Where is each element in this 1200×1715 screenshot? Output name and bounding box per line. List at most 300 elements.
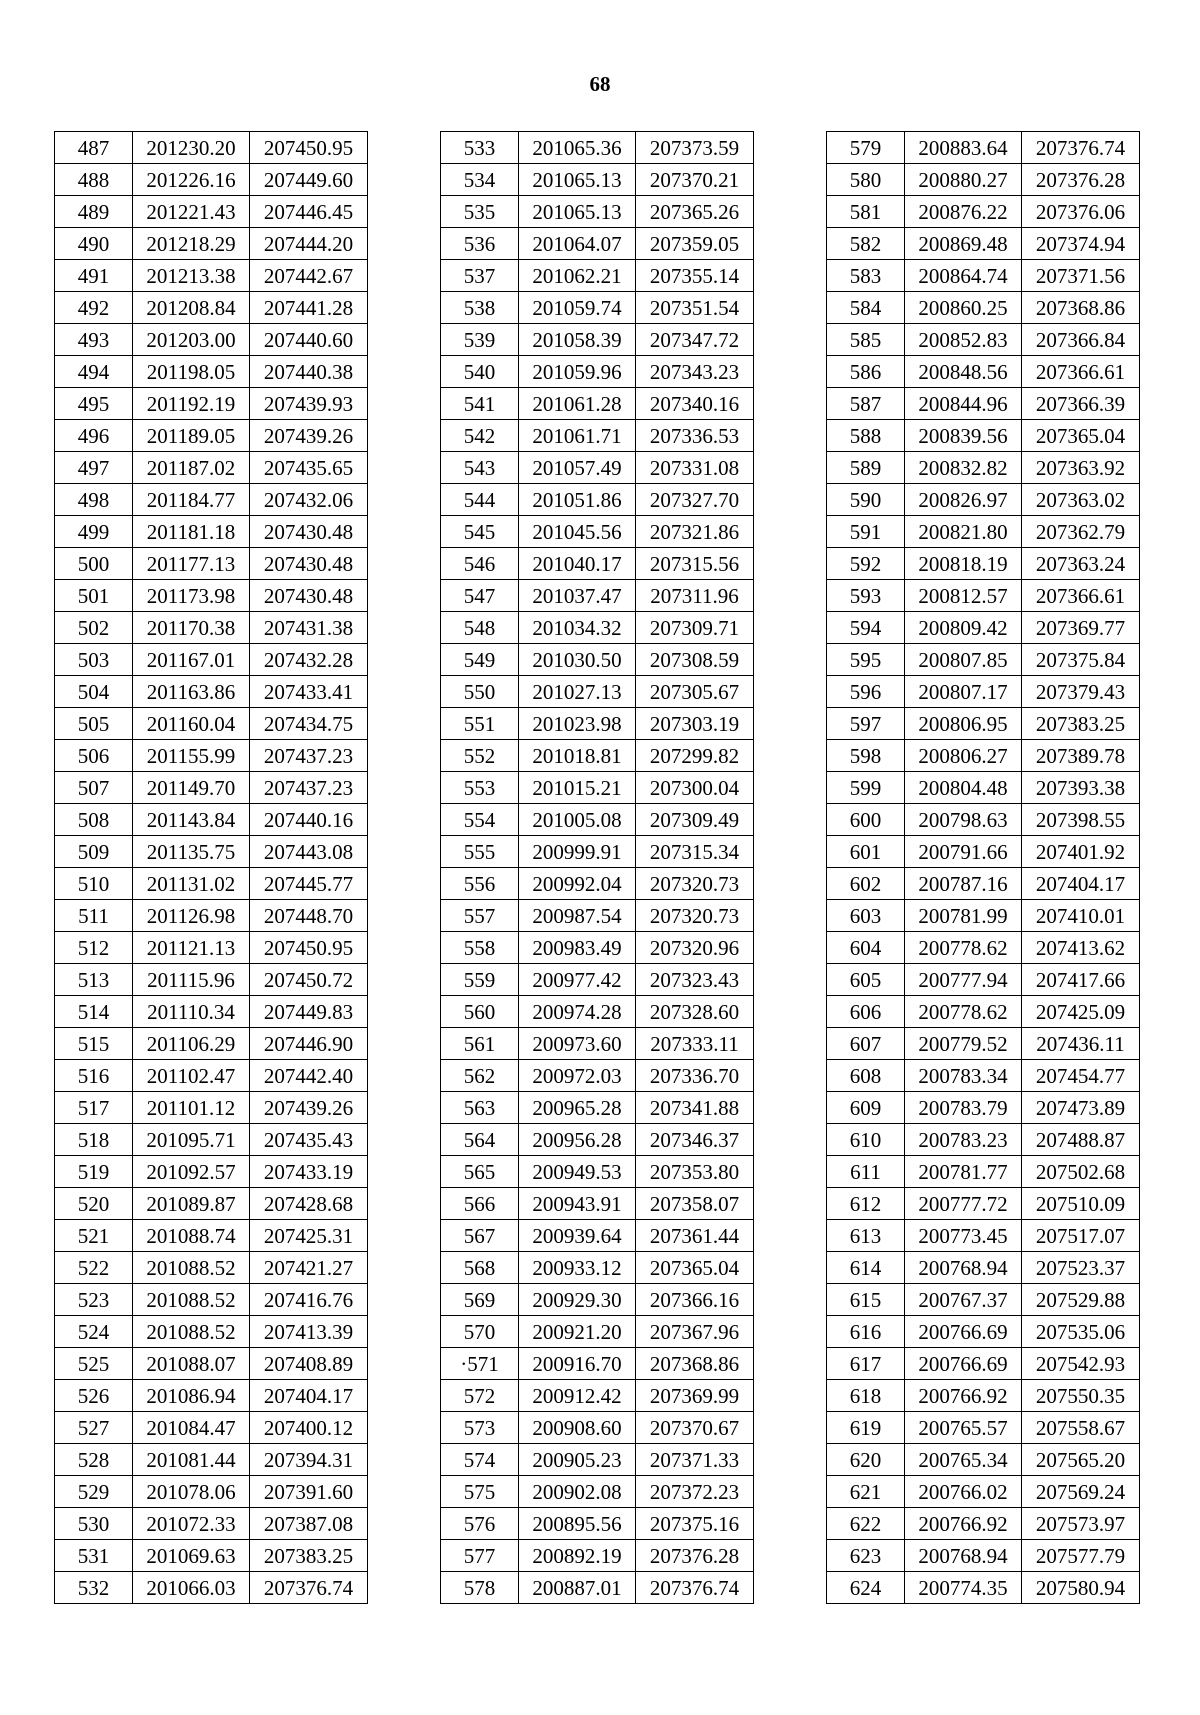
- table-row: [441, 804, 754, 836]
- table-row: [55, 644, 368, 676]
- y-coordinate: 207379.43: [1022, 676, 1140, 708]
- point-number: 494: [55, 356, 133, 388]
- y-coordinate: 207376.28: [1022, 164, 1140, 196]
- y-coordinate: 207510.09: [1022, 1188, 1140, 1220]
- table-row: [441, 1284, 754, 1316]
- point-number: 533: [441, 132, 519, 164]
- point-number: 555: [441, 836, 519, 868]
- point-number: 532: [55, 1572, 133, 1604]
- x-coordinate: 201064.07: [519, 228, 636, 260]
- y-coordinate: 207558.67: [1022, 1412, 1140, 1444]
- point-number: 524: [55, 1316, 133, 1348]
- x-coordinate: 200798.63: [905, 804, 1022, 836]
- y-coordinate: 207328.60: [636, 996, 754, 1028]
- y-coordinate: 207372.23: [636, 1476, 754, 1508]
- y-coordinate: 207473.89: [1022, 1092, 1140, 1124]
- table-row: [827, 772, 1140, 804]
- y-coordinate: 207488.87: [1022, 1124, 1140, 1156]
- point-number: 612: [827, 1188, 905, 1220]
- table-row: [55, 1476, 368, 1508]
- table-row: [827, 516, 1140, 548]
- y-coordinate: 207367.96: [636, 1316, 754, 1348]
- table-row: [441, 132, 754, 164]
- y-coordinate: 207439.26: [250, 420, 368, 452]
- table-row: [441, 196, 754, 228]
- y-coordinate: 207408.89: [250, 1348, 368, 1380]
- y-coordinate: 207363.02: [1022, 484, 1140, 516]
- y-coordinate: 207315.56: [636, 548, 754, 580]
- point-number: 501: [55, 580, 133, 612]
- point-number: 539: [441, 324, 519, 356]
- y-coordinate: 207336.70: [636, 1060, 754, 1092]
- x-coordinate: 200768.94: [905, 1540, 1022, 1572]
- point-number: 542: [441, 420, 519, 452]
- table-row: [441, 1476, 754, 1508]
- y-coordinate: 207300.04: [636, 772, 754, 804]
- point-number: 512: [55, 932, 133, 964]
- table-row: [55, 388, 368, 420]
- x-coordinate: 201059.96: [519, 356, 636, 388]
- x-coordinate: 201115.96: [133, 964, 250, 996]
- point-number: 548: [441, 612, 519, 644]
- coordinate-table-1: [54, 131, 368, 1604]
- table-row: [55, 1508, 368, 1540]
- x-coordinate: 201218.29: [133, 228, 250, 260]
- y-coordinate: 207431.38: [250, 612, 368, 644]
- x-coordinate: 200876.22: [905, 196, 1022, 228]
- point-number: 520: [55, 1188, 133, 1220]
- x-coordinate: 201173.98: [133, 580, 250, 612]
- point-number: 511: [55, 900, 133, 932]
- point-number: 593: [827, 580, 905, 612]
- x-coordinate: 201089.87: [133, 1188, 250, 1220]
- y-coordinate: 207376.74: [250, 1572, 368, 1604]
- x-coordinate: 200965.28: [519, 1092, 636, 1124]
- y-coordinate: 207443.08: [250, 836, 368, 868]
- x-coordinate: 201037.47: [519, 580, 636, 612]
- y-coordinate: 207550.35: [1022, 1380, 1140, 1412]
- y-coordinate: 207362.79: [1022, 516, 1140, 548]
- point-number: 492: [55, 292, 133, 324]
- table-row: [55, 1412, 368, 1444]
- x-coordinate: 200766.02: [905, 1476, 1022, 1508]
- point-number: 579: [827, 132, 905, 164]
- point-number: 573: [441, 1412, 519, 1444]
- y-coordinate: 207454.77: [1022, 1060, 1140, 1092]
- y-coordinate: 207573.97: [1022, 1508, 1140, 1540]
- point-number: 527: [55, 1412, 133, 1444]
- table-row: [55, 996, 368, 1028]
- point-number: 498: [55, 484, 133, 516]
- x-coordinate: 200983.49: [519, 932, 636, 964]
- table-row: [55, 452, 368, 484]
- y-coordinate: 207351.54: [636, 292, 754, 324]
- point-number: 614: [827, 1252, 905, 1284]
- x-coordinate: 200777.94: [905, 964, 1022, 996]
- point-number: 490: [55, 228, 133, 260]
- y-coordinate: 207363.92: [1022, 452, 1140, 484]
- point-number: 489: [55, 196, 133, 228]
- x-coordinate: 201106.29: [133, 1028, 250, 1060]
- point-number: 575: [441, 1476, 519, 1508]
- x-coordinate: 201023.98: [519, 708, 636, 740]
- table-row: [827, 964, 1140, 996]
- table-row: [827, 164, 1140, 196]
- point-number: 504: [55, 676, 133, 708]
- point-number: 493: [55, 324, 133, 356]
- table-row: [827, 1444, 1140, 1476]
- table-row: [441, 1252, 754, 1284]
- y-coordinate: 207444.20: [250, 228, 368, 260]
- table-row: [55, 1540, 368, 1572]
- y-coordinate: 207435.43: [250, 1124, 368, 1156]
- table-row: [441, 1508, 754, 1540]
- point-number: 536: [441, 228, 519, 260]
- table-row: [441, 164, 754, 196]
- x-coordinate: 201058.39: [519, 324, 636, 356]
- table-row: [55, 1220, 368, 1252]
- table-row: [827, 1284, 1140, 1316]
- x-coordinate: 201163.86: [133, 676, 250, 708]
- x-coordinate: 200956.28: [519, 1124, 636, 1156]
- x-coordinate: 201086.94: [133, 1380, 250, 1412]
- table-row: [827, 1220, 1140, 1252]
- point-number: 592: [827, 548, 905, 580]
- y-coordinate: 207333.11: [636, 1028, 754, 1060]
- point-number: 514: [55, 996, 133, 1028]
- table-row: [55, 1284, 368, 1316]
- point-number: 510: [55, 868, 133, 900]
- point-number: 622: [827, 1508, 905, 1540]
- table-row: [441, 900, 754, 932]
- table-row: [827, 1476, 1140, 1508]
- x-coordinate: 200806.95: [905, 708, 1022, 740]
- table-row: [55, 324, 368, 356]
- table-row: [55, 1092, 368, 1124]
- table-row: [441, 1444, 754, 1476]
- y-coordinate: 207376.28: [636, 1540, 754, 1572]
- point-number: 544: [441, 484, 519, 516]
- table-row: [827, 1028, 1140, 1060]
- x-coordinate: 201121.13: [133, 932, 250, 964]
- point-number: 595: [827, 644, 905, 676]
- x-coordinate: 201066.03: [133, 1572, 250, 1604]
- point-number: 596: [827, 676, 905, 708]
- y-coordinate: 207517.07: [1022, 1220, 1140, 1252]
- table-row: [441, 996, 754, 1028]
- x-coordinate: 201187.02: [133, 452, 250, 484]
- point-number: 546: [441, 548, 519, 580]
- x-coordinate: 201203.00: [133, 324, 250, 356]
- y-coordinate: 207365.26: [636, 196, 754, 228]
- table-row: [441, 388, 754, 420]
- point-number: 594: [827, 612, 905, 644]
- x-coordinate: 200781.77: [905, 1156, 1022, 1188]
- x-coordinate: 201189.05: [133, 420, 250, 452]
- y-coordinate: 207450.95: [250, 932, 368, 964]
- table-row: [827, 228, 1140, 260]
- table-row: [55, 1156, 368, 1188]
- point-number: 586: [827, 356, 905, 388]
- table-row: [827, 740, 1140, 772]
- y-coordinate: 207442.40: [250, 1060, 368, 1092]
- x-coordinate: 201095.71: [133, 1124, 250, 1156]
- x-coordinate: 201135.75: [133, 836, 250, 868]
- table-row: [827, 196, 1140, 228]
- x-coordinate: 200787.16: [905, 868, 1022, 900]
- x-coordinate: 201065.13: [519, 164, 636, 196]
- y-coordinate: 207299.82: [636, 740, 754, 772]
- table-row: [441, 1092, 754, 1124]
- point-number: 615: [827, 1284, 905, 1316]
- table-row: [827, 1380, 1140, 1412]
- x-coordinate: 201126.98: [133, 900, 250, 932]
- x-coordinate: 200933.12: [519, 1252, 636, 1284]
- x-coordinate: 200804.48: [905, 772, 1022, 804]
- table-row: [55, 516, 368, 548]
- table-row: [827, 1124, 1140, 1156]
- table-row: [55, 1572, 368, 1604]
- y-coordinate: 207320.96: [636, 932, 754, 964]
- x-coordinate: 201131.02: [133, 868, 250, 900]
- table-row: [55, 1444, 368, 1476]
- x-coordinate: 200895.56: [519, 1508, 636, 1540]
- table-row: [827, 1540, 1140, 1572]
- x-coordinate: 200912.42: [519, 1380, 636, 1412]
- x-coordinate: 201069.63: [133, 1540, 250, 1572]
- x-coordinate: 201110.34: [133, 996, 250, 1028]
- y-coordinate: 207315.34: [636, 836, 754, 868]
- point-number: 580: [827, 164, 905, 196]
- y-coordinate: 207383.25: [250, 1540, 368, 1572]
- x-coordinate: 201061.28: [519, 388, 636, 420]
- x-coordinate: 201027.13: [519, 676, 636, 708]
- point-number: 558: [441, 932, 519, 964]
- y-coordinate: 207440.16: [250, 804, 368, 836]
- x-coordinate: 200921.20: [519, 1316, 636, 1348]
- point-number: 603: [827, 900, 905, 932]
- y-coordinate: 207449.60: [250, 164, 368, 196]
- x-coordinate: 200774.35: [905, 1572, 1022, 1604]
- table-row: [55, 676, 368, 708]
- y-coordinate: 207434.75: [250, 708, 368, 740]
- y-coordinate: 207361.44: [636, 1220, 754, 1252]
- x-coordinate: 201230.20: [133, 132, 250, 164]
- x-coordinate: 200949.53: [519, 1156, 636, 1188]
- x-coordinate: 200783.34: [905, 1060, 1022, 1092]
- table-row: [55, 260, 368, 292]
- point-number: 572: [441, 1380, 519, 1412]
- x-coordinate: 200892.19: [519, 1540, 636, 1572]
- y-coordinate: 207446.90: [250, 1028, 368, 1060]
- x-coordinate: 200974.28: [519, 996, 636, 1028]
- x-coordinate: 200848.56: [905, 356, 1022, 388]
- y-coordinate: 207430.48: [250, 516, 368, 548]
- point-number: 518: [55, 1124, 133, 1156]
- table-row: [441, 964, 754, 996]
- table-row: [55, 772, 368, 804]
- table-row: [441, 868, 754, 900]
- y-coordinate: 207363.24: [1022, 548, 1140, 580]
- y-coordinate: 207320.73: [636, 868, 754, 900]
- table-row: [441, 1028, 754, 1060]
- point-number: 509: [55, 836, 133, 868]
- point-number: 531: [55, 1540, 133, 1572]
- point-number: 607: [827, 1028, 905, 1060]
- table-row: [441, 1316, 754, 1348]
- table-row: [441, 228, 754, 260]
- table-row: [55, 708, 368, 740]
- x-coordinate: 200973.60: [519, 1028, 636, 1060]
- y-coordinate: 207366.61: [1022, 580, 1140, 612]
- y-coordinate: 207404.17: [250, 1380, 368, 1412]
- point-number: 537: [441, 260, 519, 292]
- x-coordinate: 200766.69: [905, 1348, 1022, 1380]
- x-coordinate: 201059.74: [519, 292, 636, 324]
- point-number: 613: [827, 1220, 905, 1252]
- y-coordinate: 207442.67: [250, 260, 368, 292]
- y-coordinate: 207565.20: [1022, 1444, 1140, 1476]
- point-number: 598: [827, 740, 905, 772]
- y-coordinate: 207569.24: [1022, 1476, 1140, 1508]
- x-coordinate: 201192.19: [133, 388, 250, 420]
- point-number: 616: [827, 1316, 905, 1348]
- point-number: 488: [55, 164, 133, 196]
- table-row: [441, 1124, 754, 1156]
- point-number: 497: [55, 452, 133, 484]
- point-number: 505: [55, 708, 133, 740]
- point-number: 503: [55, 644, 133, 676]
- point-number: 588: [827, 420, 905, 452]
- point-number: 516: [55, 1060, 133, 1092]
- x-coordinate: 200832.82: [905, 452, 1022, 484]
- y-coordinate: 207413.62: [1022, 932, 1140, 964]
- table-row: [827, 324, 1140, 356]
- table-row: [55, 420, 368, 452]
- point-number: 618: [827, 1380, 905, 1412]
- table-row: [827, 1092, 1140, 1124]
- y-coordinate: 207369.99: [636, 1380, 754, 1412]
- y-coordinate: 207410.01: [1022, 900, 1140, 932]
- y-coordinate: 207331.08: [636, 452, 754, 484]
- point-number: 487: [55, 132, 133, 164]
- x-coordinate: 200781.99: [905, 900, 1022, 932]
- table-row: [827, 900, 1140, 932]
- point-number: 562: [441, 1060, 519, 1092]
- x-coordinate: 200992.04: [519, 868, 636, 900]
- table-row: [827, 452, 1140, 484]
- table-row: [441, 932, 754, 964]
- point-number: 517: [55, 1092, 133, 1124]
- y-coordinate: 207311.96: [636, 580, 754, 612]
- y-coordinate: 207428.68: [250, 1188, 368, 1220]
- point-number: 606: [827, 996, 905, 1028]
- table-row: [55, 740, 368, 772]
- x-coordinate: 200765.57: [905, 1412, 1022, 1444]
- point-number: 543: [441, 452, 519, 484]
- point-number: 581: [827, 196, 905, 228]
- table-row: [827, 1316, 1140, 1348]
- table-row: [55, 484, 368, 516]
- table-row: [441, 292, 754, 324]
- point-number: 611: [827, 1156, 905, 1188]
- y-coordinate: 207432.06: [250, 484, 368, 516]
- x-coordinate: 200943.91: [519, 1188, 636, 1220]
- table-row: [441, 1380, 754, 1412]
- y-coordinate: 207580.94: [1022, 1572, 1140, 1604]
- y-coordinate: 207430.48: [250, 580, 368, 612]
- y-coordinate: 207305.67: [636, 676, 754, 708]
- coordinate-table-2: [440, 131, 754, 1604]
- x-coordinate: 200812.57: [905, 580, 1022, 612]
- y-coordinate: 207441.28: [250, 292, 368, 324]
- x-coordinate: 201078.06: [133, 1476, 250, 1508]
- y-coordinate: 207358.07: [636, 1188, 754, 1220]
- point-number: 526: [55, 1380, 133, 1412]
- y-coordinate: 207445.77: [250, 868, 368, 900]
- point-number: 528: [55, 1444, 133, 1476]
- point-number: 513: [55, 964, 133, 996]
- table-row: [55, 1060, 368, 1092]
- y-coordinate: 207448.70: [250, 900, 368, 932]
- x-coordinate: 201101.12: [133, 1092, 250, 1124]
- x-coordinate: 200902.08: [519, 1476, 636, 1508]
- table-row: [827, 292, 1140, 324]
- y-coordinate: 207368.86: [636, 1348, 754, 1380]
- x-coordinate: 200807.85: [905, 644, 1022, 676]
- point-number: 556: [441, 868, 519, 900]
- y-coordinate: 207535.06: [1022, 1316, 1140, 1348]
- x-coordinate: 201198.05: [133, 356, 250, 388]
- y-coordinate: 207439.93: [250, 388, 368, 420]
- point-number: 502: [55, 612, 133, 644]
- table-row: [441, 1156, 754, 1188]
- table-row: [827, 420, 1140, 452]
- y-coordinate: 207436.11: [1022, 1028, 1140, 1060]
- x-coordinate: 200767.37: [905, 1284, 1022, 1316]
- x-coordinate: 201084.47: [133, 1412, 250, 1444]
- table-row: [441, 420, 754, 452]
- point-number: 525: [55, 1348, 133, 1380]
- y-coordinate: 207440.60: [250, 324, 368, 356]
- y-coordinate: 207376.74: [1022, 132, 1140, 164]
- table-row: [55, 1252, 368, 1284]
- x-coordinate: 200939.64: [519, 1220, 636, 1252]
- y-coordinate: 207359.05: [636, 228, 754, 260]
- table-row: [827, 580, 1140, 612]
- x-coordinate: 200883.64: [905, 132, 1022, 164]
- y-coordinate: 207577.79: [1022, 1540, 1140, 1572]
- y-coordinate: 207432.28: [250, 644, 368, 676]
- x-coordinate: 200826.97: [905, 484, 1022, 516]
- point-number: 554: [441, 804, 519, 836]
- x-coordinate: 200778.62: [905, 996, 1022, 1028]
- x-coordinate: 201102.47: [133, 1060, 250, 1092]
- table-row: [441, 1060, 754, 1092]
- point-number: 623: [827, 1540, 905, 1572]
- y-coordinate: 207327.70: [636, 484, 754, 516]
- y-coordinate: 207308.59: [636, 644, 754, 676]
- table-row: [827, 1252, 1140, 1284]
- point-number: 540: [441, 356, 519, 388]
- x-coordinate: 201088.74: [133, 1220, 250, 1252]
- x-coordinate: 200972.03: [519, 1060, 636, 1092]
- x-coordinate: 200766.92: [905, 1508, 1022, 1540]
- table-row: [441, 484, 754, 516]
- x-coordinate: 201081.44: [133, 1444, 250, 1476]
- point-number: 535: [441, 196, 519, 228]
- x-coordinate: 200809.42: [905, 612, 1022, 644]
